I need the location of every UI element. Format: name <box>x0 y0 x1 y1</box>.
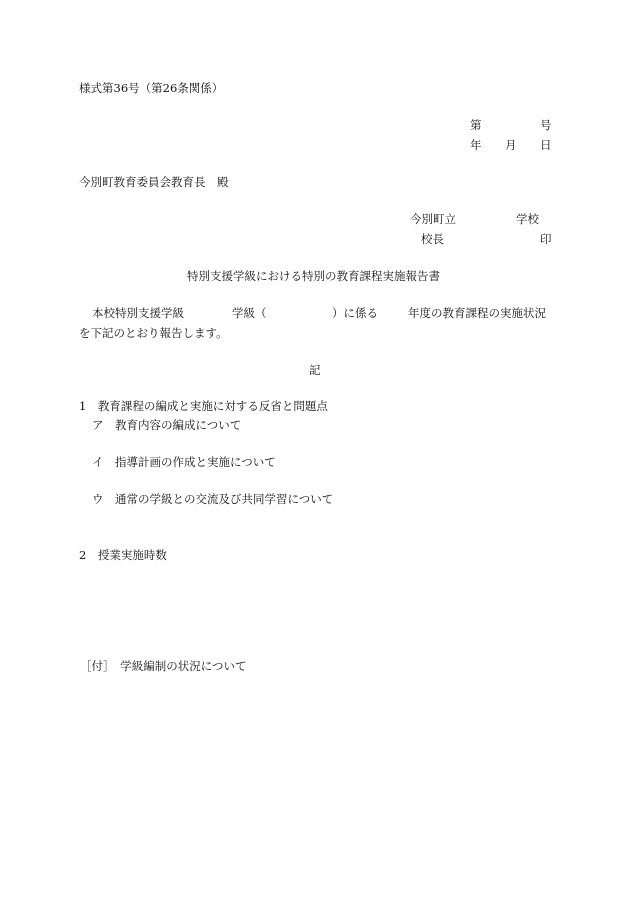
section-1-item-c: ウ 通常の学級との交流及び共同学習について <box>92 492 334 506</box>
attachment-note: ［付］ 学級編制の状況について <box>80 659 247 673</box>
document-title: 特別支援学級における特別の教育課程実施報告書 <box>187 269 440 283</box>
date-month: 月 <box>505 138 517 152</box>
body-line1-a: 本校特別支援学級 <box>92 306 184 320</box>
section-1-heading: 1 教育課程の編成と実施に対する反省と問題点 <box>79 399 328 413</box>
form-number: 様式第36号（第26条関係） <box>79 81 224 95</box>
sender-seal: 印 <box>540 232 552 246</box>
body-line1-b: 学級（ <box>232 306 267 320</box>
doc-number-go: 号 <box>540 118 552 132</box>
date-day: 日 <box>540 138 552 152</box>
body-line2: を下記のとおり報告します。 <box>79 326 228 340</box>
body-line1-c: ）に係る <box>332 306 378 320</box>
sender-town: 今別町立 <box>410 212 456 226</box>
date-year: 年 <box>470 138 482 152</box>
section-1-item-b: イ 指導計画の作成と実施について <box>92 455 276 469</box>
sender-school: 学校 <box>516 212 539 226</box>
section-2-heading: 2 授業実施時数 <box>79 548 167 562</box>
doc-number-dai: 第 <box>470 118 482 132</box>
body-line1-d: 年度の教育課程の実施状況 <box>408 306 546 320</box>
sender-principal: 校長 <box>421 232 444 246</box>
section-1-item-a: ア 教育内容の編成について <box>92 418 242 432</box>
addressee: 今別町教育委員会教育長 殿 <box>79 175 229 189</box>
ki-label: 記 <box>309 363 321 377</box>
